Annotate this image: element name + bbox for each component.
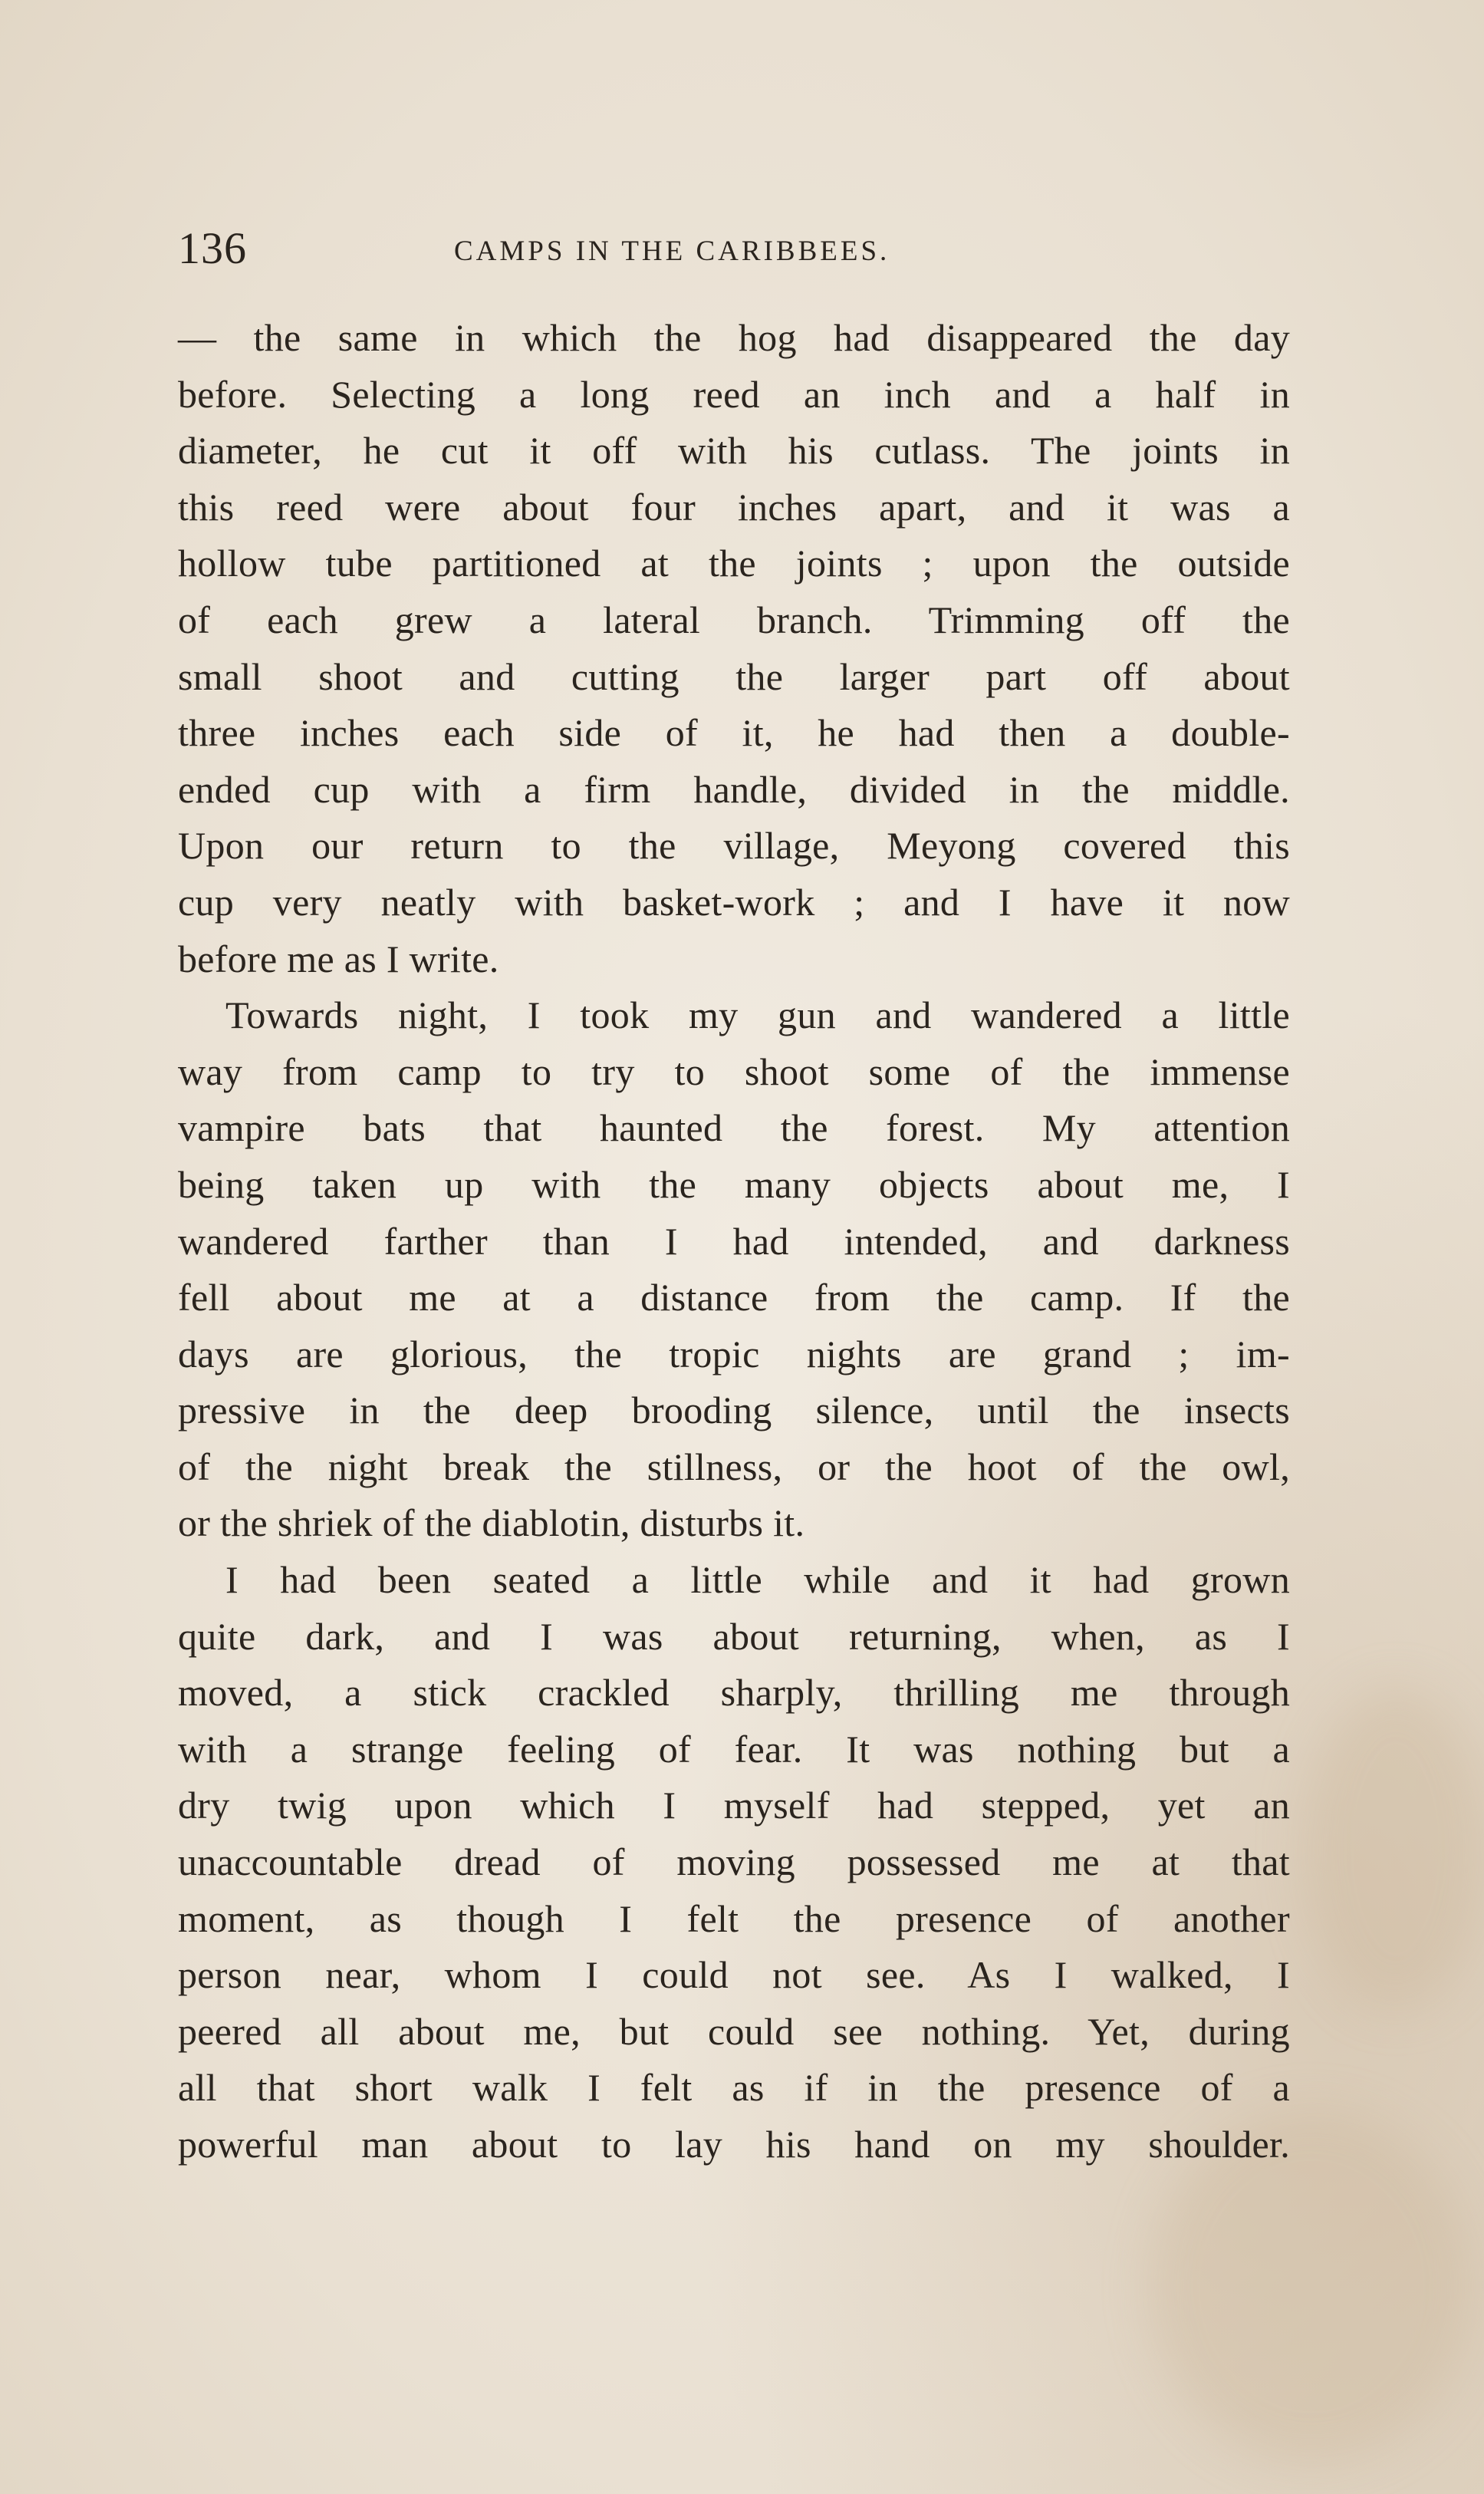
text-line: vampire bats that haunted the forest. My attention — [178, 1106, 1290, 1150]
paper-stain — [1304, 1688, 1484, 2010]
text-line: moved, a stick crackled sharply, thrilling me through — [178, 1671, 1290, 1715]
paragraph-first-line: Towards night, I took my gun and wandered a little — [225, 993, 1290, 1037]
paragraph-first-line: I had been seated a little while and it had grown — [225, 1558, 1290, 1602]
text-line: pressive in the deep brooding silence, until the insects — [178, 1389, 1290, 1432]
text-line: peered all about me, but could see nothing. Yet, during — [178, 2009, 1290, 2053]
text-line: before me as I write. — [178, 937, 499, 980]
text-line: with a strange feeling of fear. It was nothing but a — [178, 1727, 1290, 1771]
text-line: before. Selecting a long reed an inch and a half in — [178, 372, 1290, 416]
text-line: moment, as though I felt the presence of another — [178, 1896, 1290, 1940]
text-line: ended cup with a firm handle, divided in the middle. — [178, 767, 1290, 811]
text-line: small shoot and cutting the larger part off about — [178, 654, 1290, 698]
text-line: fell about me at a distance from the camp. If the — [178, 1276, 1290, 1319]
text-line: Upon our return to the village, Meyong covered this — [178, 824, 1290, 868]
text-line: three inches each side of it, he had then a double- — [178, 711, 1290, 755]
text-line: or the shriek of the diablotin, disturbs it. — [178, 1501, 805, 1545]
body-text — [178, 310, 1290, 2173]
page-number: 136 — [178, 223, 247, 273]
text-line: person near, whom I could not see. As I walked, I — [178, 1953, 1290, 1997]
text-line: all that short walk I felt as if in the presence of a — [178, 2066, 1290, 2110]
text-line: cup very neatly with basket-work ; and I have it now — [178, 880, 1290, 924]
text-line: wandered farther than I had intended, and darkness — [178, 1219, 1290, 1263]
text-line: dry twig upon which I myself had stepped, yet an — [178, 1784, 1290, 1827]
text-line: way from camp to try to shoot some of the immense — [178, 1049, 1290, 1093]
text-line: of each grew a lateral branch. Trimming off the — [178, 598, 1290, 641]
text-line: being taken up with the many objects about me, I — [178, 1162, 1290, 1206]
text-line: diameter, he cut it off with his cutlass. The joints in — [178, 429, 1290, 473]
text-line: quite dark, and I was about returning, when, as I — [178, 1614, 1290, 1658]
text-line: unaccountable dread of moving possessed me at that — [178, 1840, 1290, 1884]
text-line: powerful man about to lay his hand on my shoulder. — [178, 2123, 1290, 2166]
text-line: this reed were about four inches apart, and it was a — [178, 485, 1290, 529]
page-header — [178, 222, 1290, 284]
running-title: CAMPS IN THE CARIBBEES. — [454, 236, 890, 267]
text-line: of the night break the stillness, or the hoot of the owl, — [178, 1445, 1290, 1488]
text-line: hollow tube partitioned at the joints ; upon the outside — [178, 542, 1290, 585]
text-line: — the same in which the hog had disappeared the day — [178, 316, 1290, 359]
text-line: days are glorious, the tropic nights are grand ; im- — [178, 1332, 1290, 1375]
